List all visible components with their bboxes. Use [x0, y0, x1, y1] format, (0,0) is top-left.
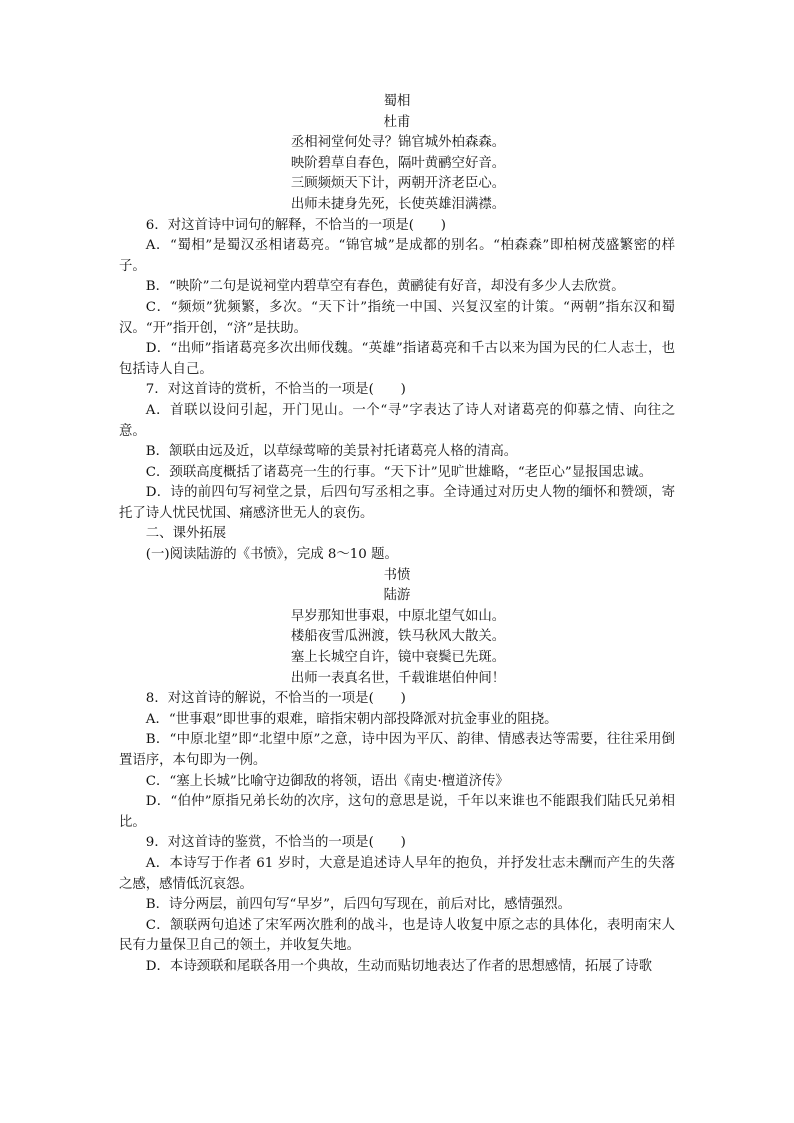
- question-option: A．本诗写于作者 61 岁时，大意是追述诗人早年的抱负，并抒发壮志未酬而产生的失落之感，感情低沉哀怨。: [119, 855, 675, 892]
- poem-title: 书愤: [383, 567, 411, 583]
- question-stem: 7．对这首诗的赏析，不恰当的一项是( ): [145, 382, 406, 398]
- question-option: A．首联以设问引起，开门见山。一个“寻”字表达了诗人对诸葛亮的仰慕之情、向往之意。: [119, 402, 675, 439]
- poem-author: 陆游: [383, 588, 411, 604]
- question-option: C．“塞上长城”比喻守边御敌的将领，语出《南史·檀道济传》: [145, 773, 509, 789]
- poem-line: 塞上长城空自许，镜中衰鬓已先斑。: [290, 650, 506, 666]
- question-option: C．“频烦”犹频繁，多次。“天下计”指统一中国、兴复汉室的计策。“两朝”指东汉和蜀汉。“开”指开创，“济”是扶助。: [119, 299, 675, 336]
- question-stem: 6．对这首诗中词句的解释，不恰当的一项是( ): [145, 217, 446, 233]
- question-option: C．颈联高度概括了诸葛亮一生的行事。“天下计”见旷世雄略，“老臣心”显报国忠诚。: [145, 464, 653, 480]
- poem-author: 杜甫: [383, 114, 411, 130]
- question-option: D．“出师”指诸葛亮多次出师伐魏。“英雄”指诸葛亮和千古以来为国为民的仁人志士，也包括诗人自己。: [119, 341, 675, 377]
- question-option: B．诗分两层，前四句写“早岁”，后四句写现在，前后对比，感情强烈。: [145, 897, 572, 913]
- question-option: D．诗的前四句写祠堂之景，后四句写丞相之事。全诗通过对历史人物的缅怀和赞颂，寄托了诗人忧民忧国、痛感济世无人的哀伤。: [119, 485, 675, 521]
- poem-line: 出师未捷身先死，长使英雄泪满襟。: [290, 196, 506, 212]
- section-title: 二、课外拓展: [145, 526, 227, 542]
- question-stem: 8．对这首诗的解说，不恰当的一项是( ): [145, 691, 406, 707]
- question-option: A．“蜀相”是蜀汉丞相诸葛亮。“锦官城”是成都的别名。“柏森森”即柏树茂盛繁密的样子。: [119, 238, 675, 274]
- document-page: [119, 92, 675, 978]
- question-option: D．本诗颈联和尾联各用一个典故，生动而贴切地表达了作者的思想感情，拓展了诗歌: [145, 958, 652, 974]
- subsection-title: (一)阅读陆游的《书愤》，完成 8～10 题。: [145, 547, 398, 563]
- question-option: B．“映阶”二句是说祠堂内碧草空有春色，黄鹂徒有好音，却没有多少人去欣赏。: [145, 279, 625, 295]
- poem-line: 丞相祠堂何处寻？锦官城外柏森森。: [290, 135, 506, 151]
- poem-line: 楼船夜雪瓜洲渡，铁马秋风大散关。: [290, 629, 506, 645]
- poem-line: 映阶碧草自春色，隔叶黄鹂空好音。: [290, 155, 506, 171]
- question-option: D．“伯仲”原指兄弟长幼的次序，这句的意思是说，千年以来谁也不能跟我们陆氏兄弟相比。: [119, 794, 675, 830]
- question-stem: 9．对这首诗的鉴赏，不恰当的一项是( ): [145, 835, 406, 851]
- poem-line: 出师一表真名世，千载谁堪伯仲间！: [290, 670, 506, 686]
- question-option: B．颔联由远及近，以草绿莺啼的美景衬托诸葛亮人格的清高。: [145, 444, 518, 460]
- question-option: B．“中原北望”即“北望中原”之意，诗中因为平仄、韵律、情感表达等需要，往往采用倒置语序，本句即为一例。: [119, 732, 675, 768]
- poem-title: 蜀相: [383, 94, 411, 109]
- poem-line: 早岁那知世事艰，中原北望气如山。: [290, 608, 506, 624]
- poem-line: 三顾频烦天下计，两朝开济老臣心。: [290, 176, 506, 192]
- question-option: C．颔联两句追述了宋军两次胜利的战斗，也是诗人收复中原之志的具体化，表明南宋人民有力量保卫自己的领土，并收复失地。: [119, 917, 675, 954]
- question-option: A．“世事艰”即世事的艰难，暗指宋朝内部投降派对抗金事业的阻挠。: [145, 711, 558, 727]
